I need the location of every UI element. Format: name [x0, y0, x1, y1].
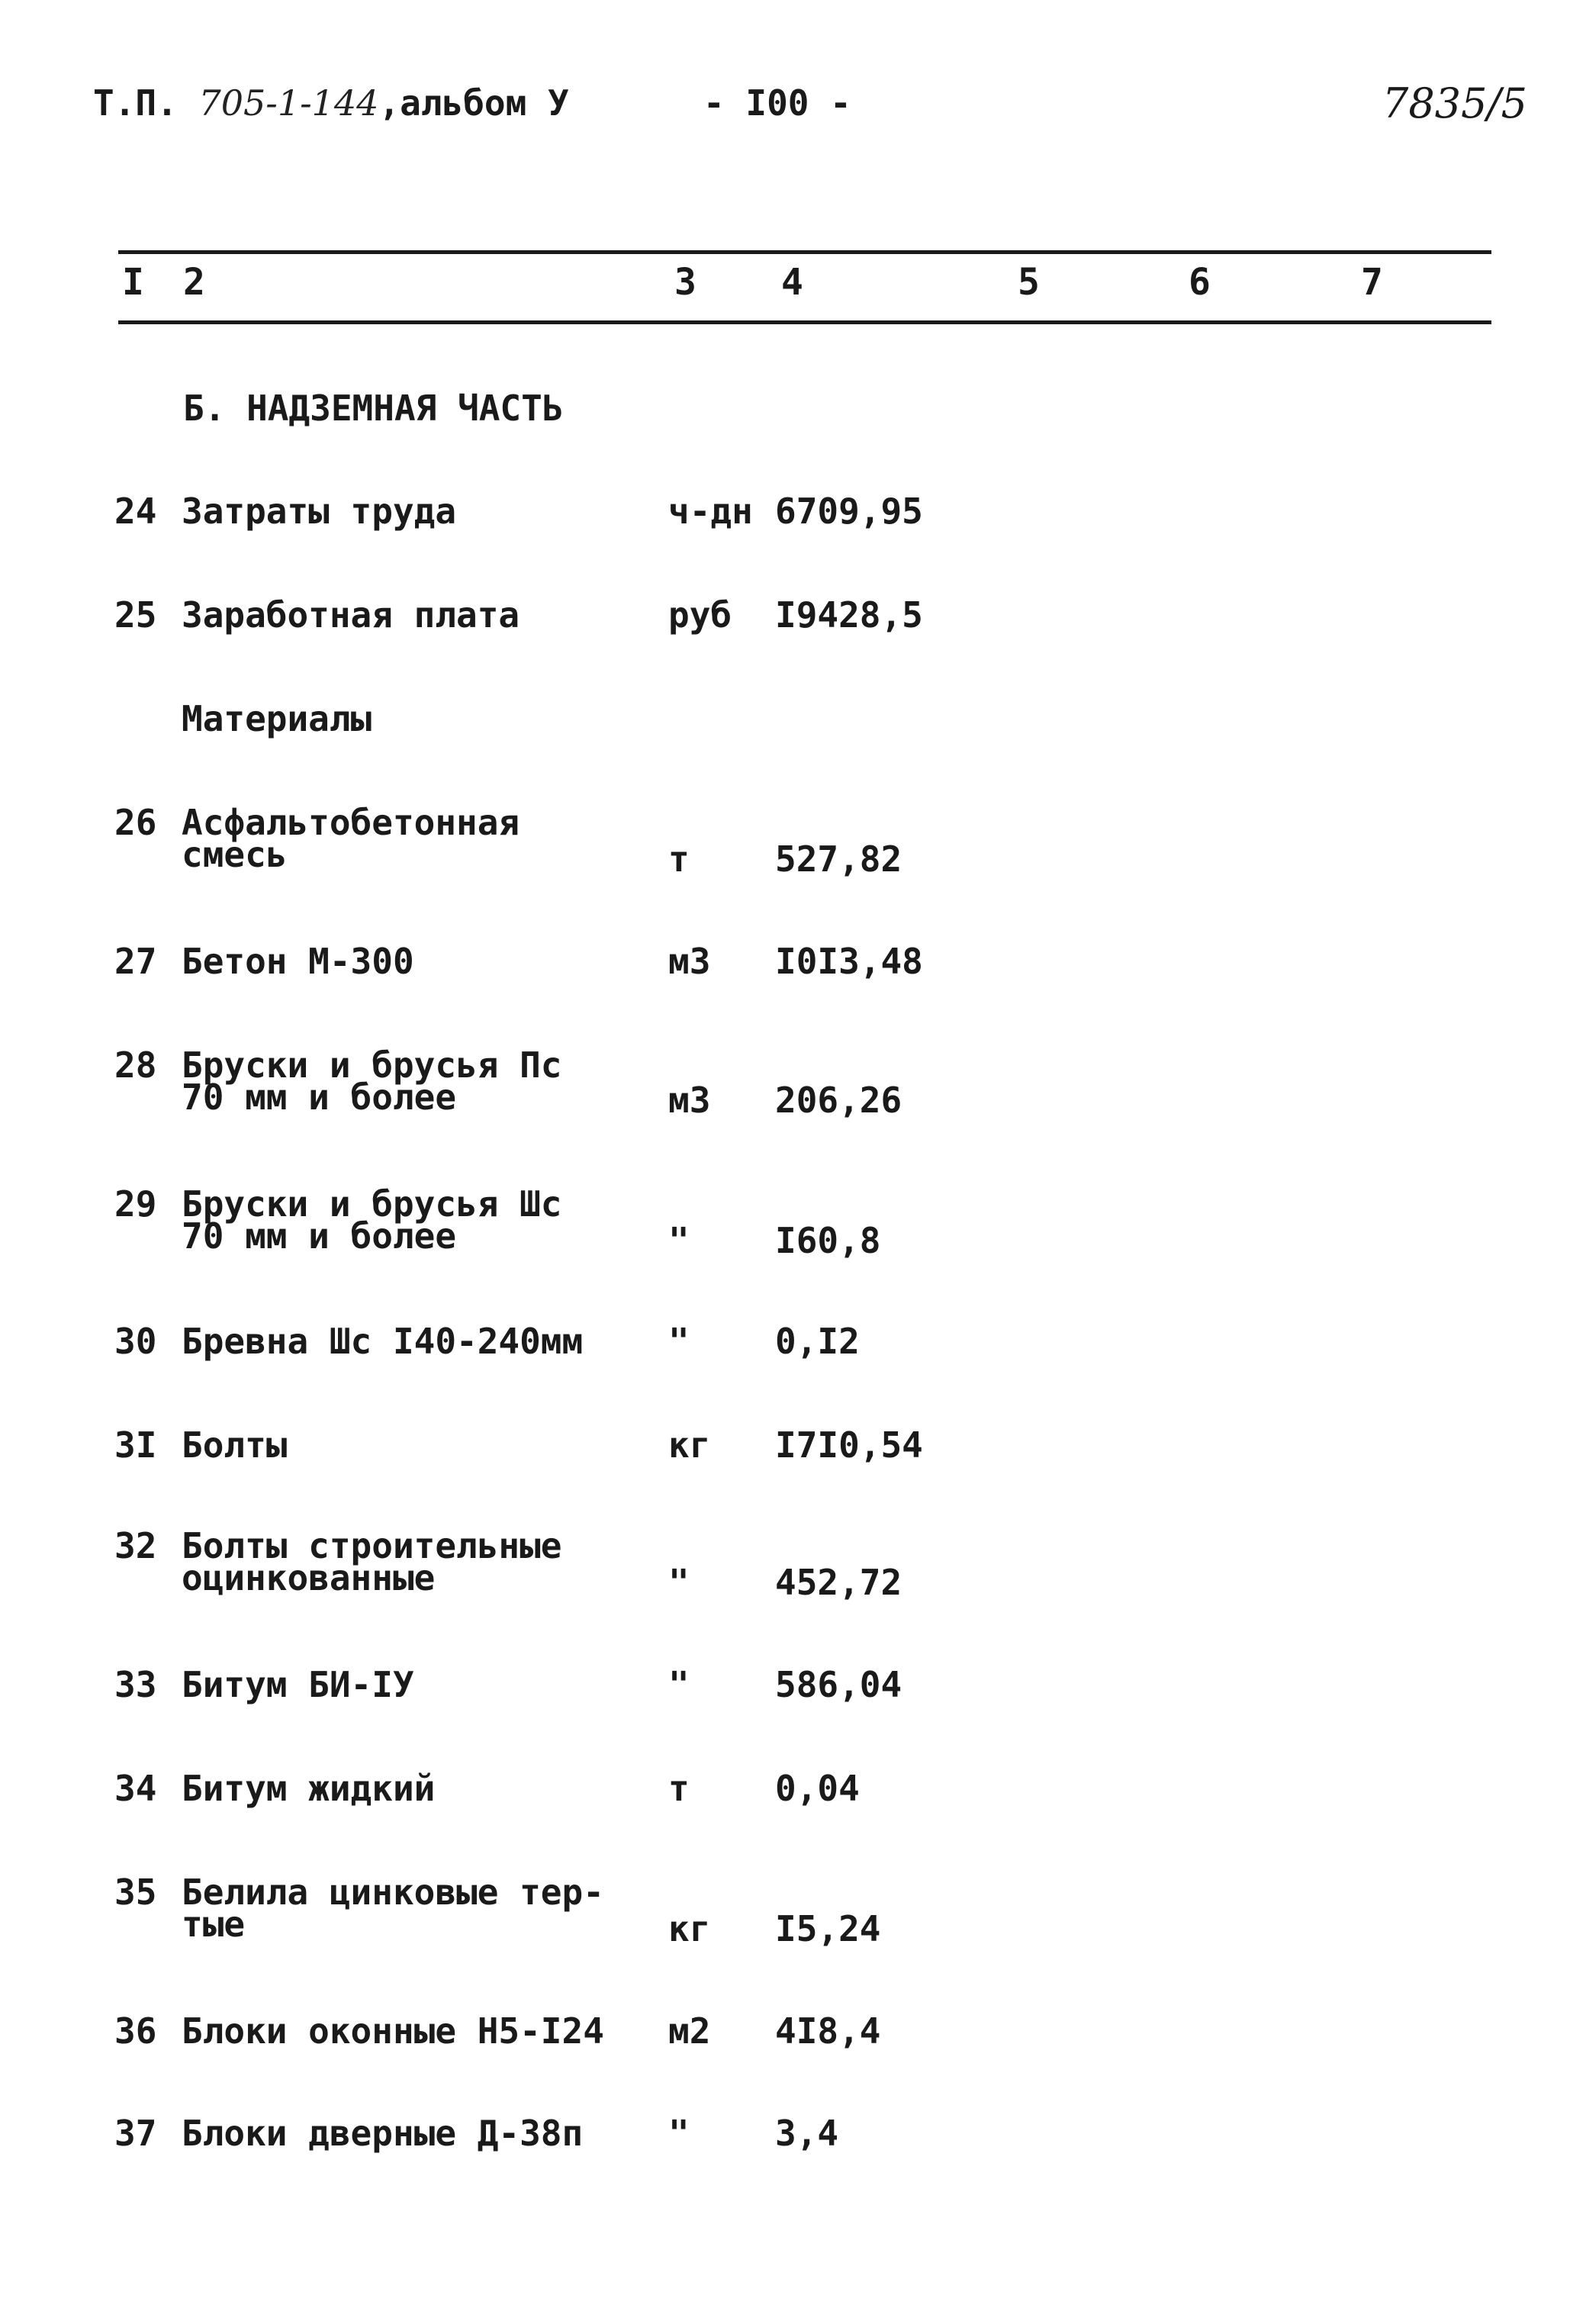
- row-name: Болты строительные: [182, 1525, 562, 1566]
- row-name: Бруски и брусья Пс: [182, 1045, 562, 1086]
- row-unit: ч-дн: [668, 491, 753, 532]
- row-quantity: 586,04: [775, 1664, 902, 1705]
- column-header-2: 2: [183, 261, 205, 304]
- row-quantity: I0I3,48: [775, 941, 923, 982]
- column-header-6: 6: [1189, 261, 1211, 304]
- row-quantity: 206,26: [775, 1080, 902, 1121]
- row-unit: т: [668, 1768, 690, 1809]
- row-number: 35: [114, 1872, 157, 1913]
- row-number: 36: [114, 2010, 157, 2052]
- row-unit: ": [668, 1562, 690, 1603]
- row-unit: кг: [668, 1424, 711, 1466]
- column-header-1: I: [122, 261, 144, 304]
- row-unit: ": [668, 1220, 690, 1261]
- row-name: Бетон М-300: [182, 941, 414, 982]
- row-name-continuation: тые: [182, 1904, 246, 1945]
- row-number: 3I: [114, 1424, 157, 1466]
- column-header-7: 7: [1361, 261, 1383, 304]
- row-unit: т: [668, 839, 690, 880]
- row-quantity: 3,4: [775, 2113, 839, 2154]
- row-name: Битум БИ-IУ: [182, 1664, 414, 1705]
- row-quantity: 0,04: [775, 1768, 860, 1809]
- column-header-5: 5: [1018, 261, 1040, 304]
- row-unit: ": [668, 1664, 690, 1705]
- project-number: 705-1-144: [198, 82, 379, 124]
- row-number: 37: [114, 2113, 157, 2154]
- row-unit: ": [668, 2113, 690, 2154]
- row-quantity: I7I0,54: [775, 1424, 923, 1466]
- row-unit: м3: [668, 941, 711, 982]
- row-name: Болты: [182, 1424, 288, 1466]
- row-number: 30: [114, 1321, 157, 1362]
- row-name: Белила цинковые тер-: [182, 1872, 604, 1913]
- page-number: - I00 -: [703, 82, 851, 124]
- album-label: ,альбом У: [378, 82, 569, 124]
- row-number: 28: [114, 1045, 157, 1086]
- row-number: 27: [114, 941, 157, 982]
- row-quantity: I60,8: [775, 1220, 881, 1261]
- row-name: Бревна Шс I40-240мм: [182, 1321, 584, 1362]
- row-quantity: 6709,95: [775, 491, 923, 532]
- row-number: 34: [114, 1768, 157, 1809]
- archive-code: 7835/5: [1382, 79, 1527, 127]
- row-name: Блоки оконные Н5-I24: [182, 2010, 604, 2052]
- row-number: 26: [114, 802, 157, 843]
- row-name: Асфальтобетонная: [182, 802, 520, 843]
- row-name-continuation: 70 мм и более: [182, 1077, 457, 1118]
- row-name: Блоки дверные Д-38п: [182, 2113, 584, 2154]
- row-name-continuation: смесь: [182, 834, 288, 875]
- materials-subheading: Материалы: [182, 698, 372, 739]
- row-unit: м3: [668, 1080, 711, 1121]
- column-header-3: 3: [674, 261, 696, 304]
- row-number: 29: [114, 1183, 157, 1225]
- row-number: 32: [114, 1525, 157, 1566]
- row-quantity: I5,24: [775, 1908, 881, 1949]
- row-unit: ": [668, 1321, 690, 1362]
- row-number: 33: [114, 1664, 157, 1705]
- row-name: Заработная плата: [182, 594, 520, 636]
- row-quantity: 0,I2: [775, 1321, 860, 1362]
- row-name-continuation: оцинкованные: [182, 1557, 436, 1598]
- column-header-4: 4: [781, 261, 803, 304]
- row-unit: м2: [668, 2010, 711, 2052]
- row-quantity: 4I8,4: [775, 2010, 881, 2052]
- section-title: Б. НАДЗЕМНАЯ ЧАСТЬ: [183, 388, 564, 429]
- row-name: Бруски и брусья Шс: [182, 1183, 562, 1225]
- row-name: Затраты труда: [182, 491, 457, 532]
- row-name: Битум жидкий: [182, 1768, 436, 1809]
- row-quantity: I9428,5: [775, 594, 923, 636]
- row-number: 24: [114, 491, 157, 532]
- row-number: 25: [114, 594, 157, 636]
- row-unit: руб: [668, 594, 732, 636]
- row-quantity: 527,82: [775, 839, 902, 880]
- row-unit: кг: [668, 1908, 711, 1949]
- row-quantity: 452,72: [775, 1562, 902, 1603]
- row-name-continuation: 70 мм и более: [182, 1215, 457, 1257]
- reference-prefix: Т.П.: [93, 82, 178, 124]
